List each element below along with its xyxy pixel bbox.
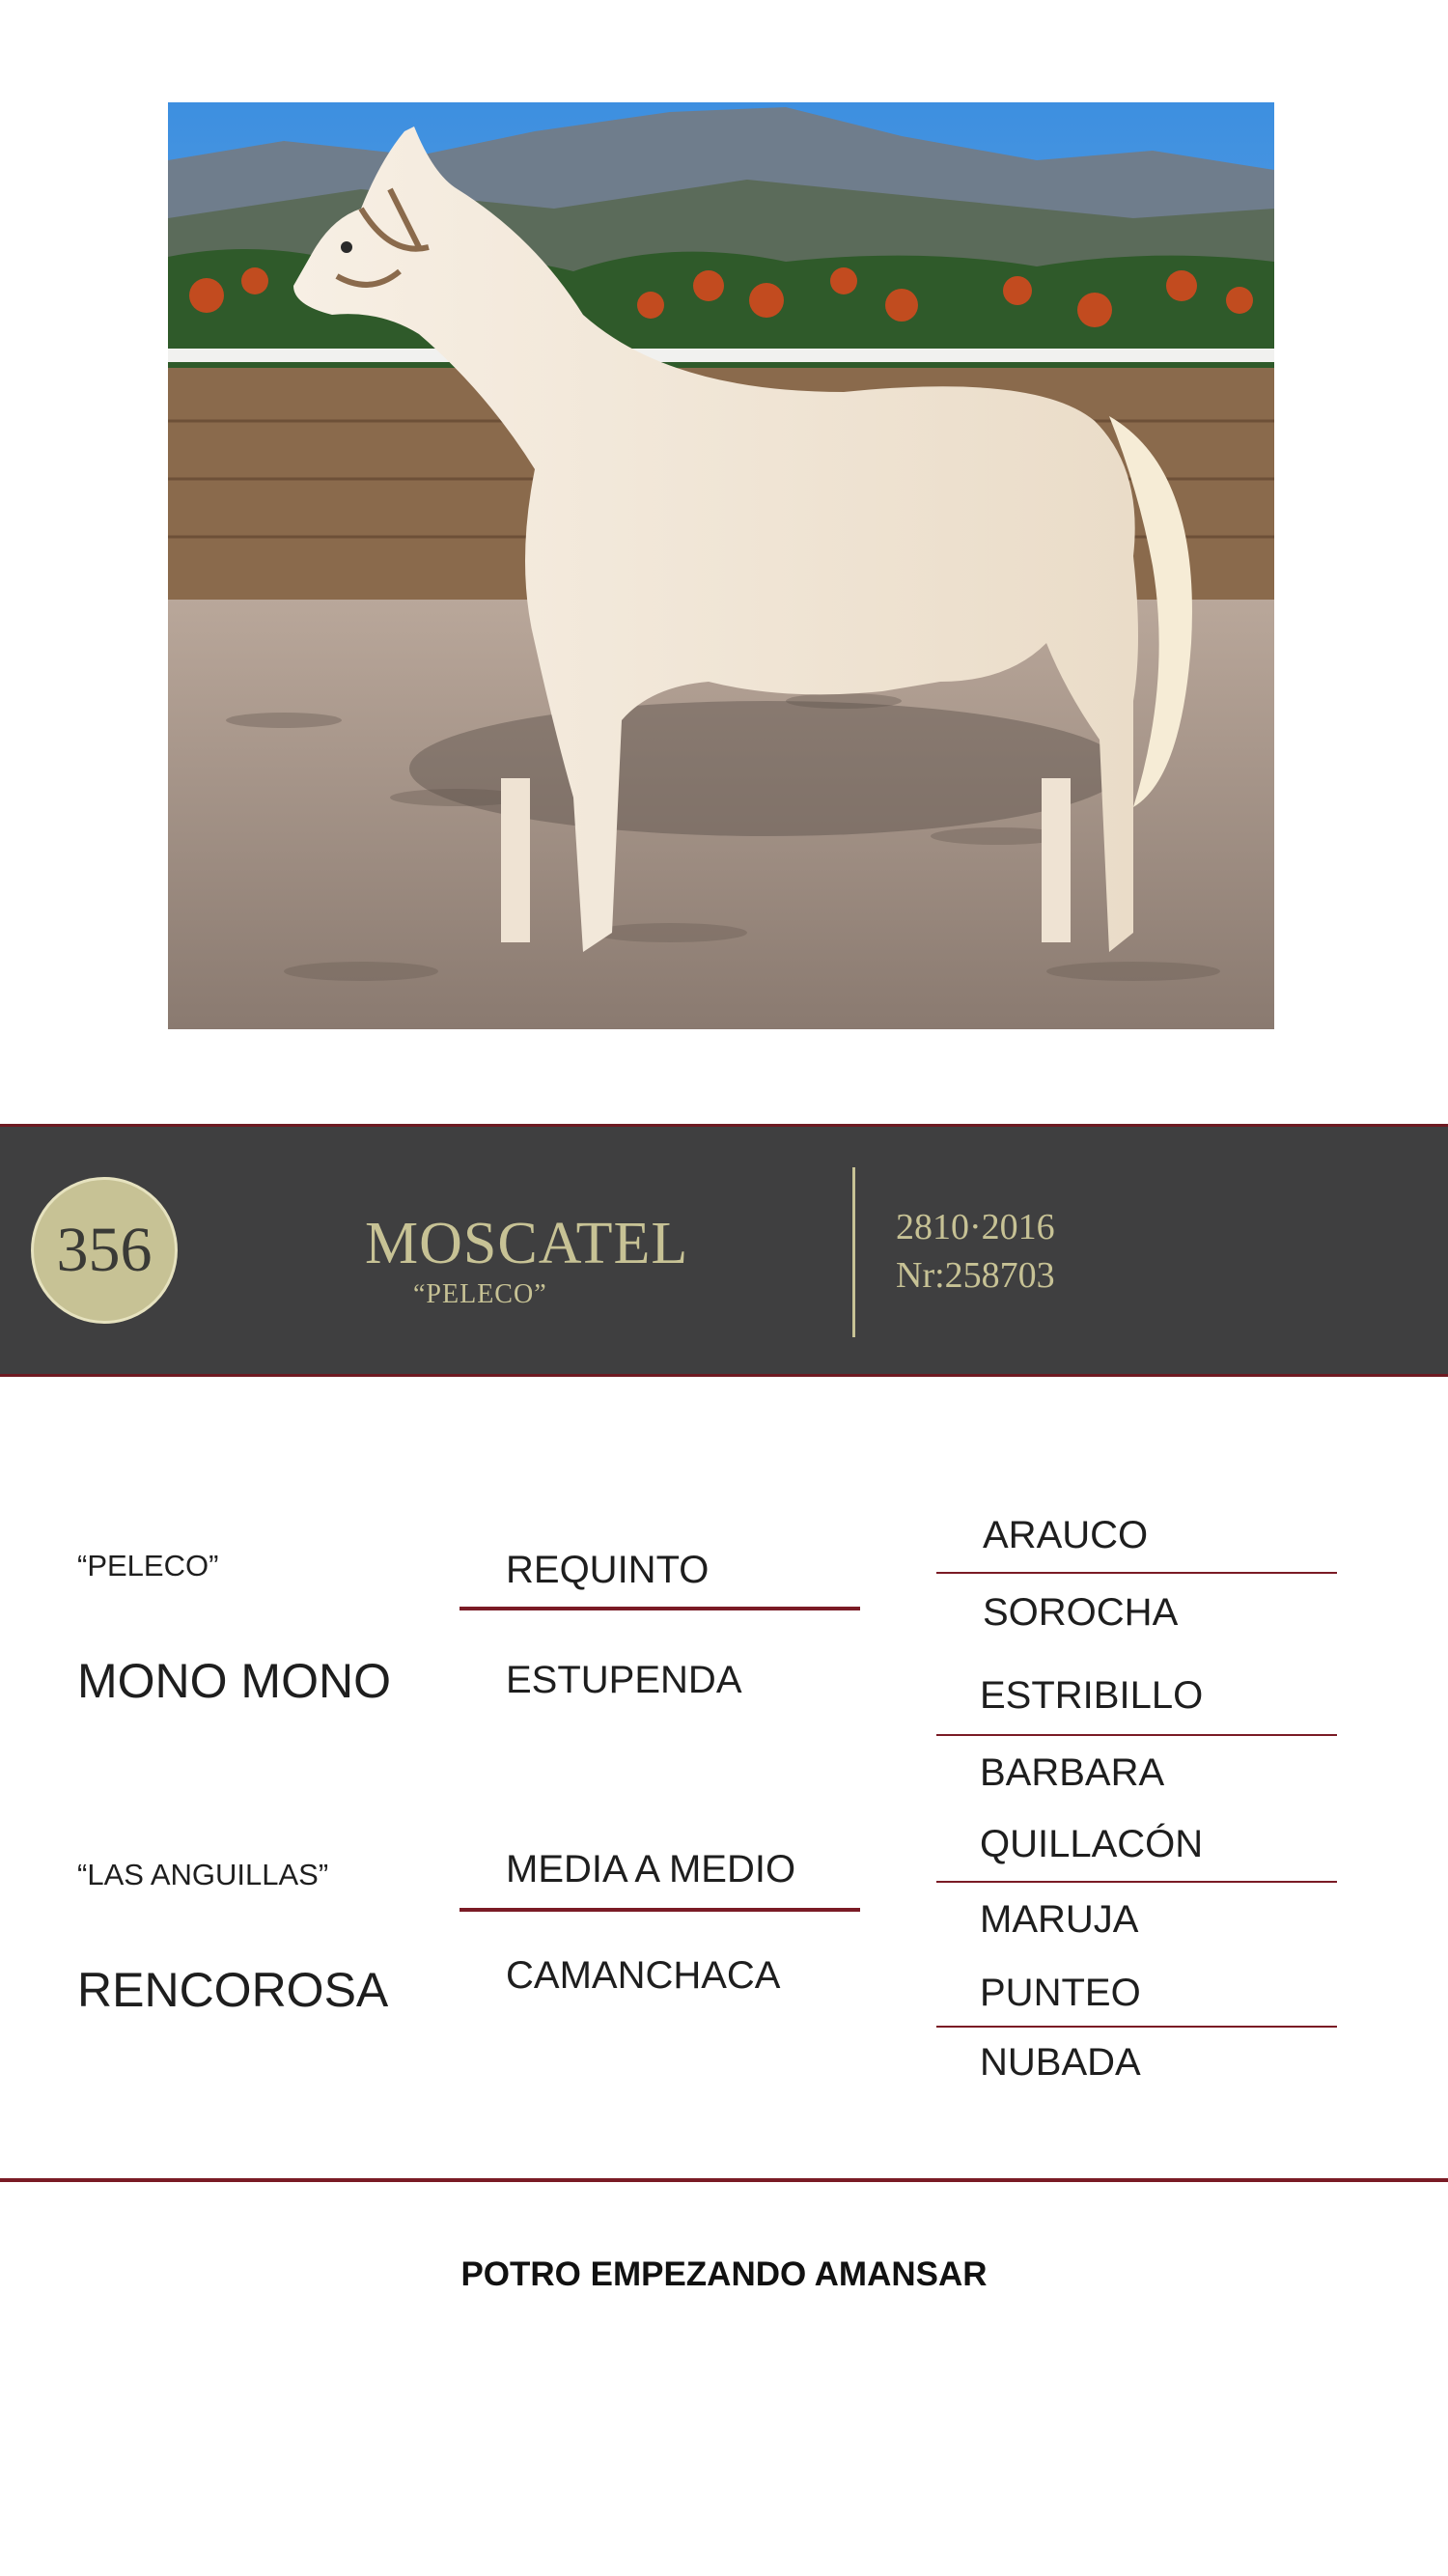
gen3-name-4: BARBARA bbox=[980, 1751, 1165, 1794]
gen3-name-6: MARUJA bbox=[980, 1898, 1139, 1941]
sire-dam-name: ESTUPENDA bbox=[506, 1659, 742, 1701]
horse-name: MOSCATEL bbox=[365, 1211, 689, 1276]
sire-sire-name: REQUINTO bbox=[506, 1549, 710, 1591]
horse-photo-illustration bbox=[168, 102, 1274, 1029]
header-band bbox=[0, 1124, 1448, 1377]
sire-name: MONO MONO bbox=[77, 1654, 391, 1708]
dam-sire-name: MEDIA A MEDIO bbox=[506, 1848, 796, 1890]
birth-date: 2810·2016 bbox=[896, 1207, 1055, 1247]
gen3-name-3: ESTRIBILLO bbox=[980, 1674, 1204, 1717]
gen3-name-2: SOROCHA bbox=[983, 1591, 1179, 1634]
footer-note: POTRO EMPEZANDO AMANSAR bbox=[460, 2255, 988, 2293]
gen2-divider-bottom bbox=[459, 1908, 860, 1912]
gen3-divider-3 bbox=[936, 1881, 1337, 1883]
gen3-divider-4 bbox=[936, 2026, 1337, 2028]
dam-name: RENCOROSA bbox=[77, 1963, 389, 2017]
registry-number: Nr:258703 bbox=[896, 1255, 1055, 1296]
gen3-name-7: PUNTEO bbox=[980, 1972, 1141, 2014]
gen3-name-1: ARAUCO bbox=[983, 1514, 1149, 1556]
gen3-divider-2 bbox=[936, 1734, 1337, 1736]
sire-breeder: “PELECO” bbox=[77, 1549, 219, 1582]
dam-breeder: “LAS ANGUILLAS” bbox=[77, 1858, 329, 1891]
gen3-name-8: NUBADA bbox=[980, 2041, 1141, 2084]
gen3-divider-1 bbox=[936, 1572, 1337, 1574]
gen3-name-5: QUILLACÓN bbox=[980, 1823, 1204, 1865]
horse-nickname: “PELECO” bbox=[413, 1279, 547, 1309]
gen2-divider-top bbox=[459, 1607, 860, 1610]
lot-number-badge: 356 bbox=[31, 1177, 178, 1324]
dam-dam-name: CAMANCHACA bbox=[506, 1954, 781, 1997]
horse-photo bbox=[168, 102, 1274, 1029]
header-divider bbox=[852, 1167, 855, 1337]
footer-divider bbox=[0, 2178, 1448, 2182]
